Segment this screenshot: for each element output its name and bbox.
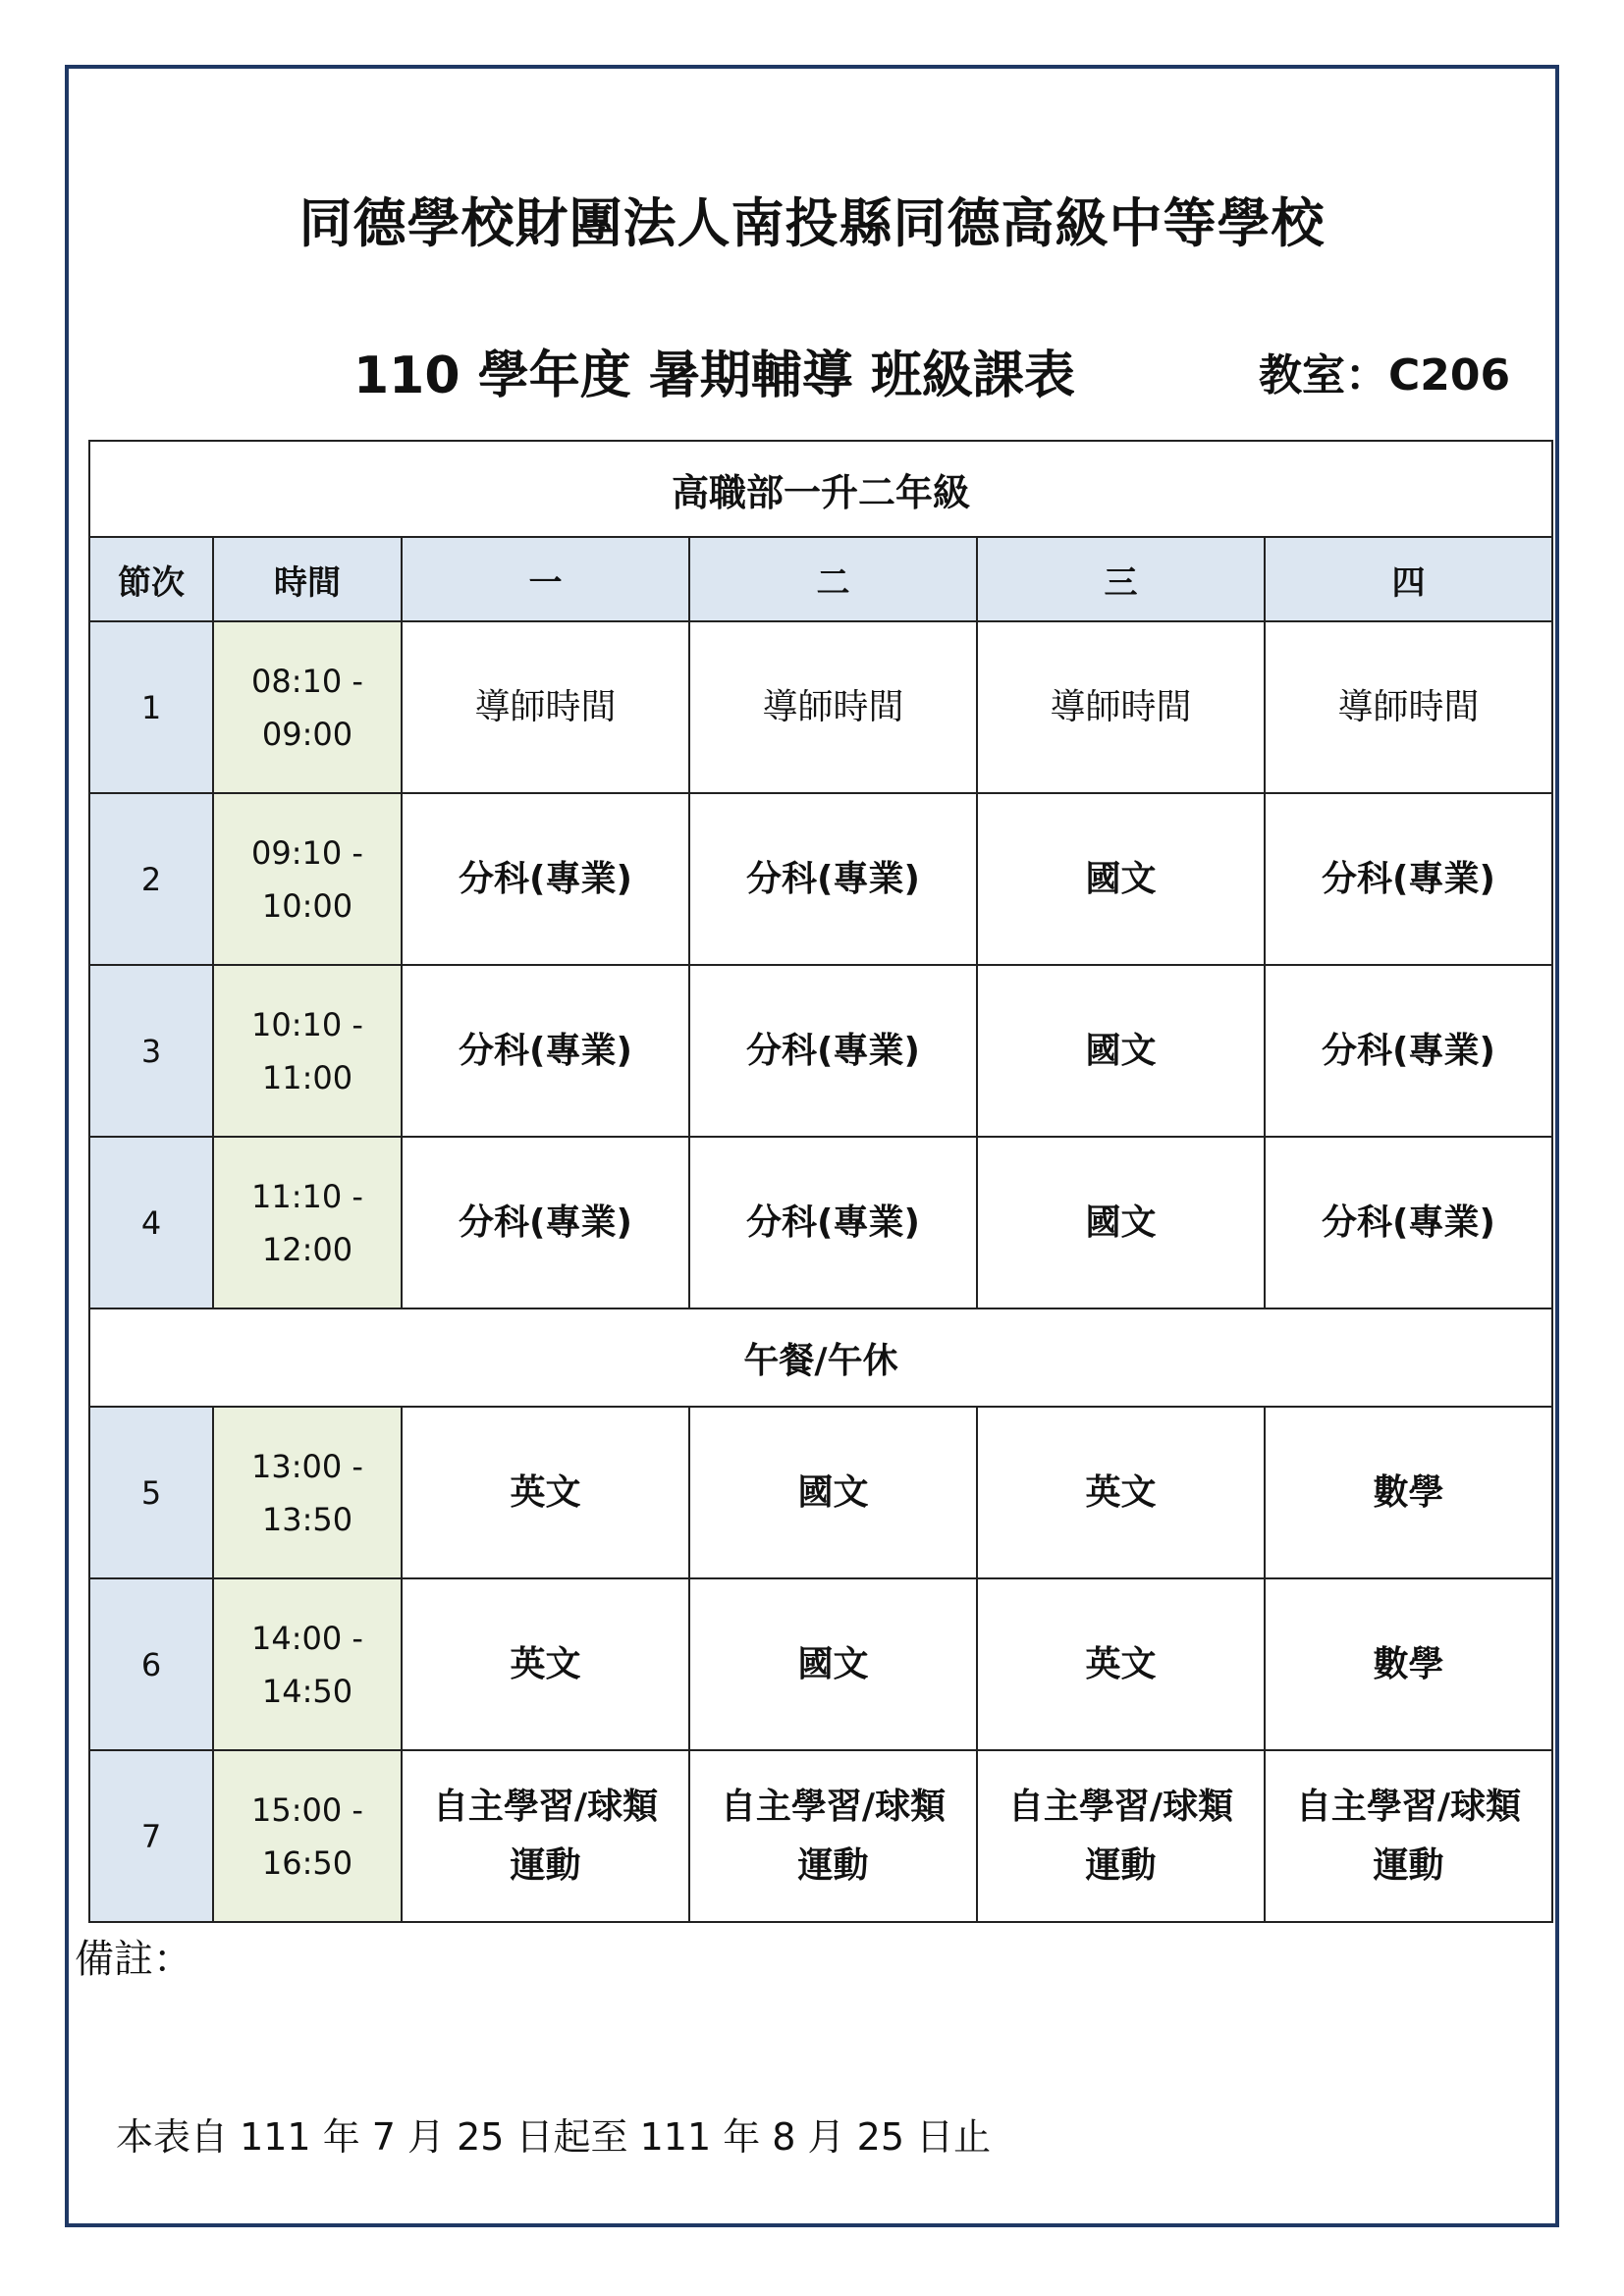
period-number: 3 [89, 965, 213, 1137]
class-line: 自主學習/球類 [1295, 1786, 1522, 1827]
class-cell: 分科(專業) [689, 793, 977, 965]
column-header-row [89, 537, 1552, 621]
period-time [213, 793, 402, 965]
table-row [89, 965, 1552, 1137]
lunch-label: 午餐/午休 [89, 1308, 1552, 1407]
time-start: 14:00 - [251, 1619, 363, 1657]
period-number: 4 [89, 1137, 213, 1308]
period-number: 2 [89, 793, 213, 965]
time-end: 13:50 [261, 1500, 353, 1538]
period-time [213, 1750, 402, 1922]
schedule-table [88, 440, 1553, 1923]
class-line: 自主學習/球類 [1007, 1786, 1234, 1827]
class-cell [689, 1750, 977, 1922]
class-cell: 英文 [402, 1578, 689, 1750]
class-cell: 分科(專業) [689, 965, 977, 1137]
table-row [89, 1137, 1552, 1308]
class-cell: 導師時間 [977, 621, 1265, 793]
class-cell [977, 1750, 1265, 1922]
class-cell: 國文 [977, 793, 1265, 965]
class-cell: 分科(專業) [402, 793, 689, 965]
period-number: 6 [89, 1578, 213, 1750]
period-number: 5 [89, 1407, 213, 1578]
class-cell: 國文 [977, 1137, 1265, 1308]
period-time [213, 965, 402, 1137]
table-row [89, 1750, 1552, 1922]
table-row [89, 621, 1552, 793]
time-end: 09:00 [261, 715, 353, 753]
date-range-footer: 本表自 111 年 7 月 25 日起至 111 年 8 月 25 日止 [116, 2115, 992, 2159]
class-cell: 分科(專業) [402, 1137, 689, 1308]
table-row [89, 1578, 1552, 1750]
period-time [213, 1578, 402, 1750]
class-cell: 英文 [977, 1578, 1265, 1750]
class-line: 運動 [510, 1844, 581, 1886]
class-line: 運動 [797, 1844, 869, 1886]
column-header-thu: 四 [1265, 537, 1552, 621]
period-number: 7 [89, 1750, 213, 1922]
group-title: 高職部一升二年級 [89, 441, 1552, 537]
lunch-row [89, 1308, 1552, 1407]
class-cell: 導師時間 [689, 621, 977, 793]
class-cell: 分科(專業) [402, 965, 689, 1137]
column-header-mon: 一 [402, 537, 689, 621]
class-cell: 數學 [1265, 1578, 1552, 1750]
period-time [213, 1137, 402, 1308]
time-end: 14:50 [261, 1672, 353, 1710]
class-cell: 英文 [402, 1407, 689, 1578]
class-line: 運動 [1373, 1844, 1444, 1886]
classroom-label: 教室：C206 [1259, 350, 1511, 400]
schedule-title: 110 學年度 暑期輔導 班級課表 [353, 347, 1075, 405]
class-cell: 分科(專業) [1265, 965, 1552, 1137]
table-row [89, 1407, 1552, 1578]
column-header-wed: 三 [977, 537, 1265, 621]
column-header-time: 時間 [213, 537, 402, 621]
class-cell: 分科(專業) [1265, 1137, 1552, 1308]
class-line: 自主學習/球類 [720, 1786, 947, 1827]
class-cell: 導師時間 [402, 621, 689, 793]
class-cell: 國文 [977, 965, 1265, 1137]
class-cell: 分科(專業) [1265, 793, 1552, 965]
period-time [213, 1407, 402, 1578]
period-number: 1 [89, 621, 213, 793]
table-row [89, 793, 1552, 965]
time-end: 12:00 [261, 1230, 353, 1268]
class-line: 自主學習/球類 [432, 1786, 659, 1827]
class-cell: 國文 [689, 1578, 977, 1750]
notes-label: 備註： [75, 1937, 192, 1982]
time-start: 10:10 - [251, 1005, 363, 1043]
column-header-period: 節次 [89, 537, 213, 621]
time-end: 10:00 [261, 886, 353, 925]
time-start: 13:00 - [251, 1447, 363, 1485]
class-cell [1265, 1750, 1552, 1922]
time-start: 08:10 - [251, 662, 363, 700]
time-start: 11:10 - [251, 1177, 363, 1215]
class-line: 運動 [1085, 1844, 1157, 1886]
time-end: 16:50 [261, 1843, 353, 1882]
time-end: 11:00 [261, 1058, 353, 1096]
class-cell: 導師時間 [1265, 621, 1552, 793]
class-cell [402, 1750, 689, 1922]
class-cell: 國文 [689, 1407, 977, 1578]
class-cell: 數學 [1265, 1407, 1552, 1578]
time-start: 15:00 - [251, 1790, 363, 1829]
class-cell: 分科(專業) [689, 1137, 977, 1308]
school-name: 同德學校財團法人南投縣同德高級中等學校 [298, 192, 1326, 254]
column-header-tue: 二 [689, 537, 977, 621]
period-time [213, 621, 402, 793]
class-cell: 英文 [977, 1407, 1265, 1578]
time-start: 09:10 - [251, 833, 363, 872]
